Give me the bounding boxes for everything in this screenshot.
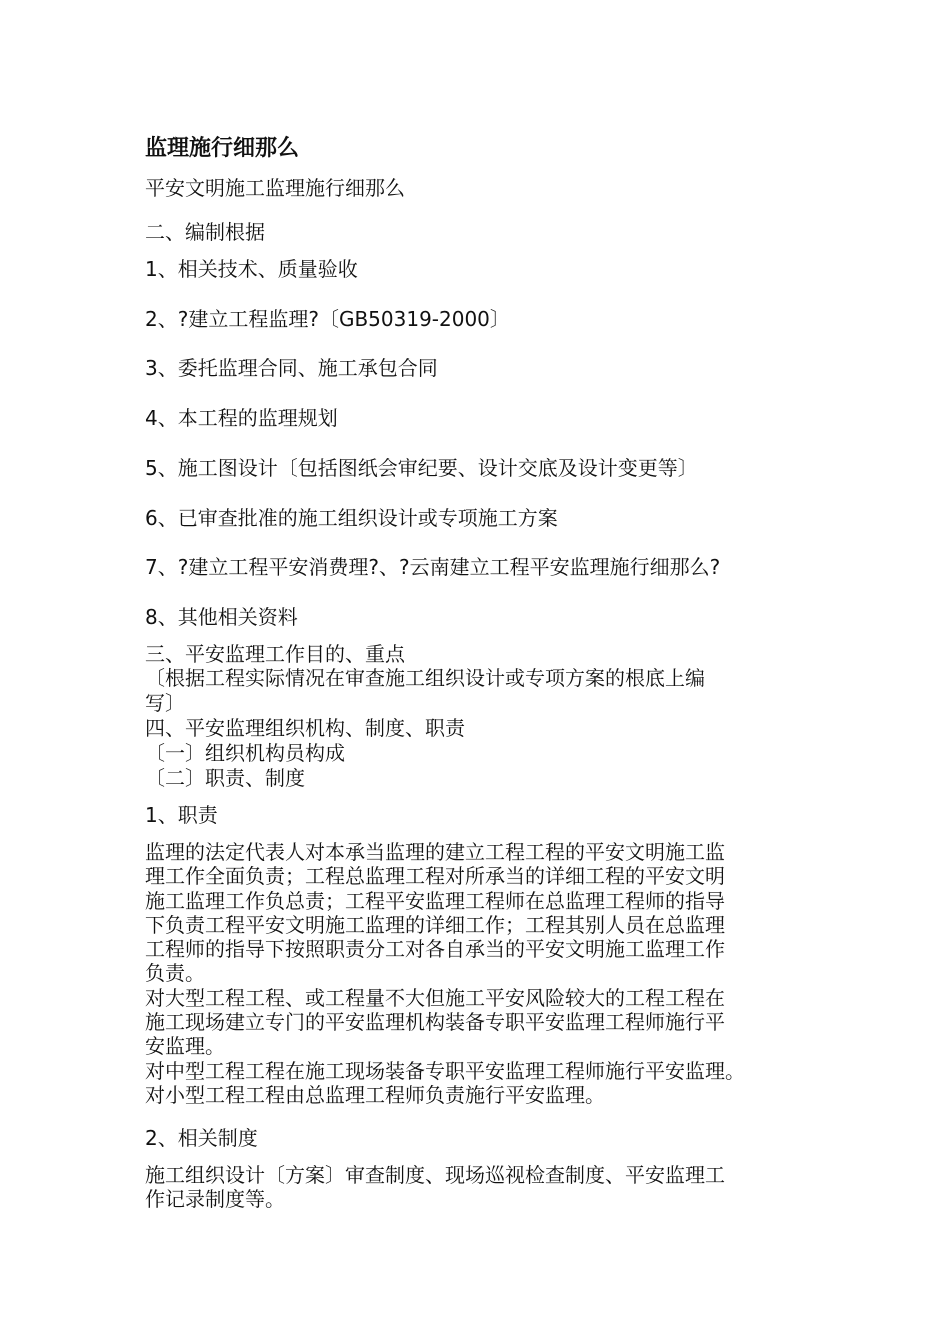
duty-line: 对小型工程工程由总监理工程师负责施行平安监理。 xyxy=(145,1082,605,1107)
rules-heading: 2、相关制度 xyxy=(145,1126,258,1150)
basis-item: 2、?建立工程监理?〔GB50319-2000〕 xyxy=(145,307,510,331)
section-4-heading: 四、平安监理组织机构、制度、职责 xyxy=(145,716,465,740)
duty-paragraph xyxy=(145,840,795,1107)
duty-line: 安监理。 xyxy=(145,1034,225,1059)
basis-item: 1、相关技术、质量验收 xyxy=(145,257,358,281)
duty-line: 理工作全面负责；工程总监理工程对所承当的详细工程的平安文明 xyxy=(145,864,725,889)
section-4-sub-2: 〔二〕职责、制度 xyxy=(145,766,305,790)
doc-title: 监理施行细那么 xyxy=(145,136,300,161)
duty-line: 负责。 xyxy=(145,961,205,986)
duty-line: 对中型工程工程在施工现场装备专职平安监理工程师施行平安监理。 xyxy=(145,1058,745,1083)
basis-item: 7、?建立工程平安消费理?、?云南建立工程平安监理施行细那么? xyxy=(145,555,721,579)
basis-item: 3、委托监理合同、施工承包合同 xyxy=(145,356,438,380)
duty-line: 对大型工程工程、或工程量不大但施工平安风险较大的工程工程在 xyxy=(145,985,725,1010)
section-2-heading: 二、编制根据 xyxy=(145,220,265,244)
basis-item: 6、已审查批准的施工组织设计或专项施工方案 xyxy=(145,506,558,530)
section-3-heading: 三、平安监理工作目的、重点 xyxy=(145,642,405,666)
basis-item: 5、施工图设计〔包括图纸会审纪要、设计交底及设计变更等〕 xyxy=(145,456,698,480)
duty-line: 下负责工程平安文明施工监理的详细工作；工程其别人员在总监理 xyxy=(145,912,725,937)
duty-heading: 1、职责 xyxy=(145,803,218,827)
section-3-note-line: 〔根据工程实际情况在审查施工组织设计或专项方案的根底上编 xyxy=(145,666,705,690)
doc-subtitle: 平安文明施工监理施行细那么 xyxy=(145,176,405,200)
rules-line: 作记录制度等。 xyxy=(145,1187,285,1212)
rules-paragraph xyxy=(145,1163,795,1212)
rules-line: 施工组织设计〔方案〕审查制度、现场巡视检查制度、平安监理工 xyxy=(145,1163,725,1187)
basis-item: 8、其他相关资料 xyxy=(145,605,298,629)
duty-line: 施工现场建立专门的平安监理机构装备专职平安监理工程师施行平 xyxy=(145,1010,725,1035)
section-3-note-line: 写〕 xyxy=(145,691,185,715)
duty-line: 施工监理工作负总责；工程平安监理工程师在总监理工程师的指导 xyxy=(145,888,725,913)
basis-item: 4、本工程的监理规划 xyxy=(145,406,338,430)
section-4-sub-1: 〔一〕组织机构员构成 xyxy=(145,741,345,765)
duty-line: 监理的法定代表人对本承当监理的建立工程工程的平安文明施工监 xyxy=(145,840,725,864)
duty-line: 工程师的指导下按照职责分工对各自承当的平安文明施工监理工作 xyxy=(145,937,725,962)
